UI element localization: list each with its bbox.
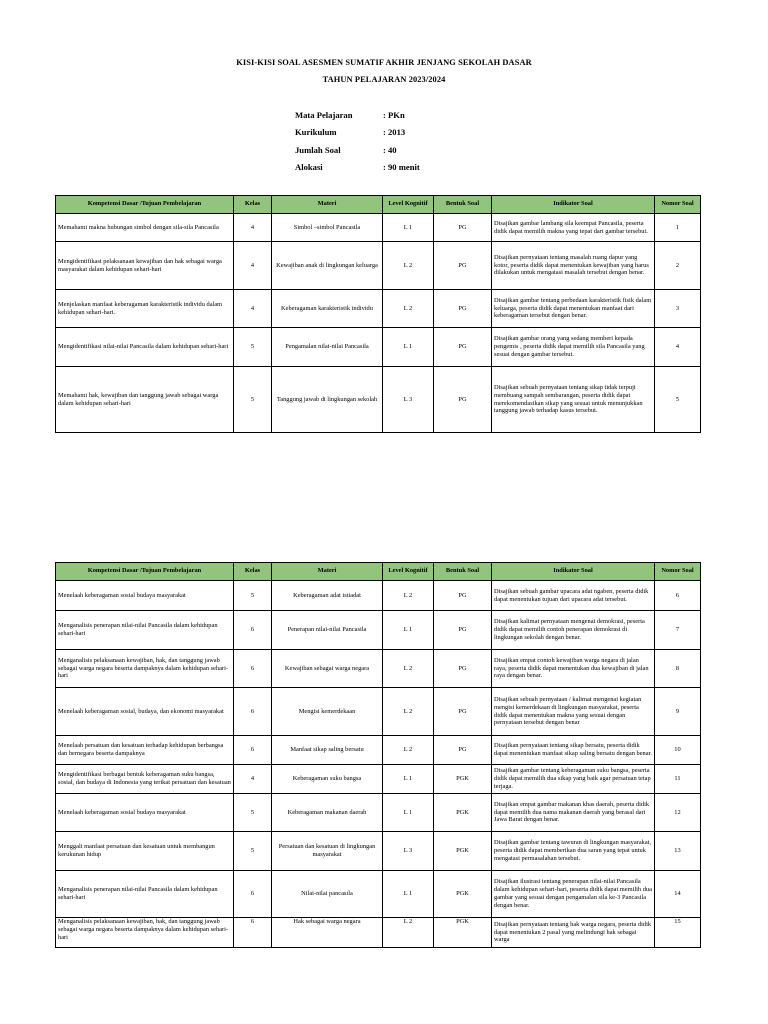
cell-level: L 1 <box>383 214 434 242</box>
cell-indikator: Disajikan gambar orang yang sedang memberi kepada pengemis , peserta didik dapat memilih sila Pancasila yang sesuai dengan gambar tersebut. <box>492 328 655 367</box>
kisi-table-2 <box>55 562 701 948</box>
cell-kelas: 6 <box>234 611 272 650</box>
cell-level: L 2 <box>383 581 434 611</box>
cell-kelas: 6 <box>234 650 272 688</box>
info-label: Alokasi <box>295 162 323 173</box>
cell-materi: Keberagaman suku bangsa <box>272 765 383 794</box>
cell-indikator: Disajikan kalimat pernyataan mengenai demokrasi, peserta didik dapat memilih contoh penerapan demokrasi di lingkungan sekolah dengan benar. <box>492 611 655 650</box>
cell-level: L 1 <box>383 794 434 832</box>
cell-materi: Penerapan nilai-nilai Pancasila <box>272 611 383 650</box>
cell-bentuk: PG <box>434 581 492 611</box>
cell-materi: Keberagaman makanan daerah <box>272 794 383 832</box>
cell-bentuk: PG <box>434 367 492 433</box>
table-row <box>56 611 701 650</box>
cell-nomor: 2 <box>655 242 701 290</box>
cell-indikator: Disajikan empat contoh kewajiban warga negara di jalan raya, peserta didik dapat menentukan dua kewajiban di jalan raya dengan benar. <box>492 650 655 688</box>
info-value: : 90 menit <box>383 162 420 173</box>
cell-kelas: 4 <box>234 765 272 794</box>
cell-kelas: 4 <box>234 242 272 290</box>
table-row <box>56 290 701 328</box>
cell-indikator: Disajikan gambar tentang tawuran di lingkungan masyarakat, peserta didik dapat memberikan dua saran yang tepat untuk mengatasi permasalahan tersebut. <box>492 832 655 871</box>
cell-bentuk: PG <box>434 611 492 650</box>
header-nomor: Nomor Soal <box>655 196 701 214</box>
cell-level: L 2 <box>383 290 434 328</box>
cell-materi: Pengamalan nilai-nilai Pancasila <box>272 328 383 367</box>
cell-bentuk: PG <box>434 328 492 367</box>
cell-kd: Menelaah persatuan dan kesatuan terhadap kehidupan berbangsa dan bernegara beserta dampaknya <box>56 736 234 765</box>
cell-nomor: 4 <box>655 328 701 367</box>
cell-materi: Hak sebagai warga negara <box>272 918 383 948</box>
cell-bentuk: PG <box>434 214 492 242</box>
cell-nomor: 7 <box>655 611 701 650</box>
table-row <box>56 214 701 242</box>
cell-materi: Nilai-nilai pancasila <box>272 871 383 918</box>
info-row-mapel <box>295 110 503 127</box>
cell-kelas: 5 <box>234 794 272 832</box>
cell-bentuk: PGK <box>434 765 492 794</box>
header-indikator: Indikator Soal <box>492 563 655 581</box>
cell-level: L 3 <box>383 832 434 871</box>
table-row <box>56 650 701 688</box>
cell-nomor: 9 <box>655 688 701 736</box>
header-kelas: Kelas <box>234 563 272 581</box>
cell-nomor: 15 <box>655 918 701 948</box>
cell-level: L 2 <box>383 736 434 765</box>
cell-kd: Menganalisis penerapan nilai-nilai Pancasila dalam kehidupan sehari-hari <box>56 871 234 918</box>
table-row <box>56 736 701 765</box>
cell-indikator: Disajikan sebuah pernyataan / kalimat mengenai kegiatan mengisi kemerdekaan di lingkungan masyarakat, peserta didik dapat menentukan makna yang sesuai dengan pernyataan tersebut dengan benar <box>492 688 655 736</box>
header-nomor: Nomor Soal <box>655 563 701 581</box>
cell-bentuk: PG <box>434 736 492 765</box>
cell-kd: Memahami makna hubungan simbol dengan sila-sila Pancasila <box>56 214 234 242</box>
cell-kd: Menganalisis penerapan nilai-nilai Pancasila dalam kehidupan sehari-hari <box>56 611 234 650</box>
cell-level: L 2 <box>383 242 434 290</box>
header-kelas: Kelas <box>234 196 272 214</box>
cell-kelas: 4 <box>234 214 272 242</box>
header-materi: Materi <box>272 563 383 581</box>
cell-nomor: 3 <box>655 290 701 328</box>
cell-nomor: 12 <box>655 794 701 832</box>
info-value: : 2013 <box>383 127 406 138</box>
cell-kd: Menjelaskan manfaat keberagaman karakteristik individu dalam kehidupan sehari-hari. <box>56 290 234 328</box>
header-indikator: Indikator Soal <box>492 196 655 214</box>
cell-bentuk: PG <box>434 688 492 736</box>
cell-nomor: 10 <box>655 736 701 765</box>
cell-kd: Mengidentifikasi pelaksanaan kewajiban dan hak sebagai warga masyarakat dalam kehidupan sehari-hari <box>56 242 234 290</box>
cell-level: L 1 <box>383 611 434 650</box>
table-header-row <box>56 196 701 214</box>
cell-bentuk: PGK <box>434 794 492 832</box>
cell-nomor: 14 <box>655 871 701 918</box>
info-label: Mata Pelajaran <box>295 110 353 120</box>
cell-level: L 2 <box>383 688 434 736</box>
table-header-row <box>56 563 701 581</box>
info-row-jumlah-soal <box>295 145 503 162</box>
info-block <box>295 110 503 180</box>
cell-materi: Kewajiban anak di lingkungan keluarga <box>272 242 383 290</box>
cell-bentuk: PGK <box>434 832 492 871</box>
table-row <box>56 832 701 871</box>
cell-nomor: 13 <box>655 832 701 871</box>
cell-level: L 3 <box>383 367 434 433</box>
info-label: Kurikulum <box>295 127 337 138</box>
cell-kelas: 5 <box>234 328 272 367</box>
table-row <box>56 918 701 948</box>
cell-kd: Menelaah keberagaman sosial budaya masyarakat <box>56 794 234 832</box>
cell-kd: Menganalisis pelaksanaan kewajiban, hak, dan tanggung jawab sebagai warga negara beserta dampaknya dalam kehidupan sehari-hari <box>56 650 234 688</box>
info-value: : 40 <box>383 144 397 155</box>
cell-indikator: Disajikan pernyataan tentang hak warga negara, peserta didik dapat menentukan 2 pasal yang melindungi hak sebagai warga <box>492 918 655 948</box>
table-row <box>56 765 701 794</box>
cell-kd: Mengidentifikasi nilai-nilai Pancasila dalam kehidupan sehari-hari <box>56 328 234 367</box>
cell-bentuk: PGK <box>434 871 492 918</box>
cell-kd: Menggali manfaat persatuan dan kesatuan untuk membangun kerukunan hidup <box>56 832 234 871</box>
cell-kelas: 5 <box>234 367 272 433</box>
cell-kelas: 6 <box>234 918 272 948</box>
cell-nomor: 6 <box>655 581 701 611</box>
header-level: Level Kognitif <box>383 563 434 581</box>
cell-bentuk: PGK <box>434 918 492 948</box>
cell-kelas: 6 <box>234 871 272 918</box>
document-subtitle: TAHUN PELAJARAN 2023/2024 <box>322 75 446 84</box>
cell-materi: Persatuan dan kesatuan di lingkungan masyarakat <box>272 832 383 871</box>
document-title: KISI-KISI SOAL ASESMEN SUMATIF AKHIR JENJANG SEKOLAH DASAR <box>236 58 532 67</box>
cell-bentuk: PG <box>434 650 492 688</box>
table-row <box>56 871 701 918</box>
kisi-table-1 <box>55 195 701 433</box>
cell-indikator: Disajikan pernyataan tentang masalah ruang dapur yang kotor, peserta didik dapat menentukan kewajiban yang harus dilakukan untuk mengatasi masalah tersebut dengan benar. <box>492 242 655 290</box>
cell-nomor: 8 <box>655 650 701 688</box>
cell-level: L 1 <box>383 328 434 367</box>
cell-nomor: 1 <box>655 214 701 242</box>
table-row <box>56 242 701 290</box>
cell-materi: Mengisi kemerdekaan <box>272 688 383 736</box>
cell-indikator: Disajikan gambar tentang keberagaman suku bangsa, peserta didik dapat memilih dua sikap yang baik agar persatuan tetap terjaga. <box>492 765 655 794</box>
cell-bentuk: PG <box>434 290 492 328</box>
cell-level: L 2 <box>383 918 434 948</box>
cell-level: L 1 <box>383 765 434 794</box>
cell-materi: Keberagaman adat istiadat <box>272 581 383 611</box>
cell-indikator: Disajikan sebuah gambar upacara adat ngaben, peserta didik dapat menentukan tujuan dari upacara adat tersebut. <box>492 581 655 611</box>
cell-materi: Kewajiban sebagai warga negara <box>272 650 383 688</box>
table-row <box>56 328 701 367</box>
cell-kelas: 6 <box>234 736 272 765</box>
table-row <box>56 688 701 736</box>
info-value: : PKn <box>383 110 405 120</box>
cell-level: L 1 <box>383 871 434 918</box>
info-row-kurikulum <box>295 127 503 144</box>
info-label: Jumlah Soal <box>295 144 341 155</box>
table-row <box>56 581 701 611</box>
cell-level: L 2 <box>383 650 434 688</box>
cell-kd: Menganalisis pelaksanaan kewajiban, hak, dan tanggung jawab sebagai warga negara beserta dampaknya dalam kehidupan sehari-hari <box>56 918 234 948</box>
cell-materi: Simbol –simbol Pancasila <box>272 214 383 242</box>
cell-materi: Manfaat sikap saling bersatu <box>272 736 383 765</box>
header-kd: Kompetensi Dasar /Tujuan Pembelajaran <box>56 196 234 214</box>
cell-kd: Menelaah keberagaman sosial, budaya, dan ekonomi masyarakat <box>56 688 234 736</box>
header-materi: Materi <box>272 196 383 214</box>
table-row <box>56 367 701 433</box>
cell-nomor: 5 <box>655 367 701 433</box>
header-level: Level Kognitif <box>383 196 434 214</box>
header-bentuk: Bentuk Soal <box>434 196 492 214</box>
cell-materi: Tanggung jawab di lingkungan sekolah <box>272 367 383 433</box>
cell-kelas: 6 <box>234 688 272 736</box>
cell-indikator: Disajikan gambar tentang perbedaan karakteristik fisik dalam keluarga, peserta didik dapat menentukan manfaat dari keberagaman tersebut dengan benar. <box>492 290 655 328</box>
cell-nomor: 11 <box>655 765 701 794</box>
cell-bentuk: PG <box>434 242 492 290</box>
cell-indikator: Disajikan pernyataan tentang sikap bersatu, peserta didik dapat menentukan manfaat sikap saling bersatu dengan benar. <box>492 736 655 765</box>
cell-indikator: Disajikan ilustrasi tentang penerapan nilai-nilai Pancasila dalam kehidupan sehari-hari, peserta didik dapat memilih dua gambar yang sesuai dengan pengamalan sila ke-3 Pancasila dengan benar. <box>492 871 655 918</box>
cell-indikator: Disajikan sebuah pernyataan tentang sikap tidak terpuji membuang sampah sembarangan, peserta didik dapat merekomendasikan sikap yang sesuai untuk menunjukkan tanggung jawab terhadap kasus tersebut. <box>492 367 655 433</box>
info-row-alokasi <box>295 162 503 179</box>
cell-kelas: 5 <box>234 581 272 611</box>
cell-kd: Mengidentifikasi berbagai bentuk keberagaman suku bangsa, sosial, dan budaya di Indonesia yang terikat persatuan dan kesatuan <box>56 765 234 794</box>
cell-kelas: 5 <box>234 832 272 871</box>
header-bentuk: Bentuk Soal <box>434 563 492 581</box>
cell-indikator: Disajikan empat gambar makanan khas daerah, peserta didik dapat memilih dua nama makanan daerah yang berasal dari Jawa Barat dengan benar. <box>492 794 655 832</box>
cell-kd: Memahami hak, kewajiban dan tanggung jawab sebagai warga dalam kehidupan sehari-hari <box>56 367 234 433</box>
header-kd: Kompetensi Dasar /Tujuan Pembelajaran <box>56 563 234 581</box>
cell-indikator: Disajikan gambar lambang sila keempat Pancasila, peserta didik dapat memilih makna yang tepat dari gambar tersebut. <box>492 214 655 242</box>
cell-kd: Menelaah keberagaman sosial budaya masyarakat <box>56 581 234 611</box>
cell-materi: Keberagaman karakteristik individu <box>272 290 383 328</box>
table-row <box>56 794 701 832</box>
cell-kelas: 4 <box>234 290 272 328</box>
